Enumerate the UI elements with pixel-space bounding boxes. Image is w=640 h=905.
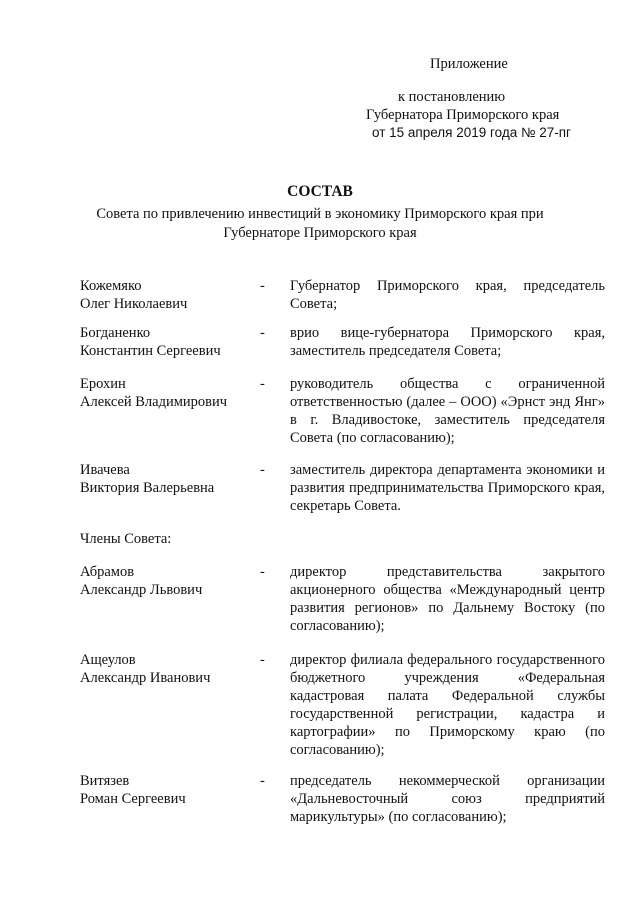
person-surname: Ивачева [80, 462, 130, 478]
dash-separator: - [260, 773, 265, 789]
person-name [80, 375, 250, 411]
resolution-date-number: от 15 апреля 2019 года № 27-пг [372, 125, 571, 140]
document-subtitle: Совета по привлечению инвестиций в экономику Приморского края при Губернаторе Приморского края [96, 206, 544, 241]
person-surname: Витязев [80, 773, 130, 789]
person-surname: Ащеулов [80, 652, 136, 668]
person-role: председатель некоммерческой организации «Дальневосточный союз предприятий марикультуры» (по согласованию); [290, 773, 605, 825]
person-given-name: Константин Сергеевич [80, 343, 221, 359]
dash-separator: - [260, 325, 265, 341]
document-heading [60, 183, 580, 243]
person-surname: Богданенко [80, 325, 151, 341]
person-role: директор филиала федерального государственного бюджетного учреждения «Федеральная кадастровая палата Федеральной службы государственной регистрации, кадастра и картографии» по Приморскому краю (по согласованию); [290, 652, 605, 758]
dash-separator: - [260, 278, 265, 294]
person-given-name: Виктория Валерьевна [80, 480, 215, 496]
person-role: врио вице-губернатора Приморского края, заместитель председателя Совета; [290, 325, 605, 359]
members-section-label: Члены Совета: [80, 531, 172, 547]
dash-separator: - [260, 564, 265, 580]
person-name [80, 277, 250, 313]
dash-separator: - [260, 462, 265, 478]
dash-separator: - [260, 652, 265, 668]
person-given-name: Александр Львович [80, 582, 203, 598]
resolution-reference: к постановлению [398, 89, 506, 105]
person-surname: Абрамов [80, 564, 135, 580]
appendix-label: Приложение [430, 56, 508, 72]
person-role: Губернатор Приморского края, председатель Совета; [290, 278, 605, 312]
person-surname: Ерохин [80, 376, 126, 392]
person-surname: Кожемяко [80, 278, 142, 294]
person-given-name: Александр Иванович [80, 670, 211, 686]
dash-separator: - [260, 376, 265, 392]
person-name [80, 461, 250, 497]
person-given-name: Алексей Владимирович [80, 394, 228, 410]
person-role: директор представительства закрытого акционерного общества «Международный центр развития регионов» по Дальнему Востоку (по согласованию); [290, 564, 605, 634]
person-name [80, 651, 250, 687]
person-name [80, 772, 250, 808]
person-given-name: Роман Сергеевич [80, 791, 186, 807]
person-name [80, 563, 250, 599]
person-role: заместитель директора департамента экономики и развития предпринимательства Приморского края, секретарь Совета. [290, 462, 605, 514]
issuer-reference: Губернатора Приморского края [366, 107, 560, 123]
person-given-name: Олег Николаевич [80, 296, 188, 312]
person-name [80, 324, 250, 360]
document-title: СОСТАВ [287, 183, 353, 200]
person-role: руководитель общества с ограниченной ответственностью (далее – ООО) «Эрнст энд Янг» в г. Владивостоке, заместитель председателя Совета (по согласованию); [290, 376, 605, 446]
